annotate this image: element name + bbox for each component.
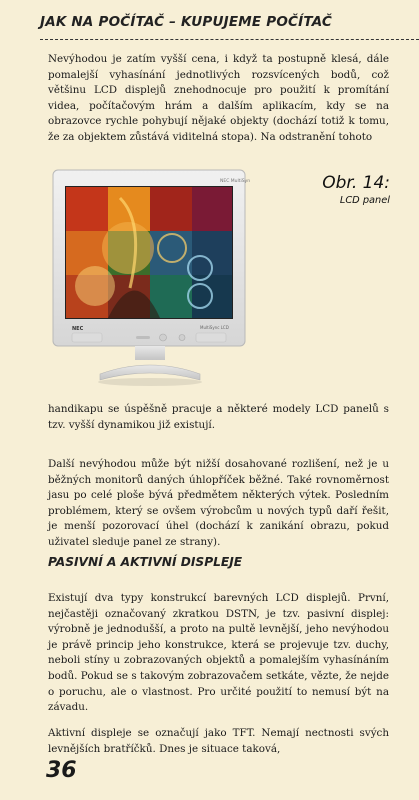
screen-image <box>66 187 232 318</box>
bezel-label-bottom: MultiSync LCD <box>200 325 229 330</box>
running-header <box>40 14 419 40</box>
figure-caption <box>260 173 390 206</box>
lcd-panel-figure <box>50 168 250 390</box>
lcd-monitor-image <box>50 168 250 390</box>
header-dashed-rule <box>40 39 419 40</box>
bezel-label-top: NEC MultiSync <box>220 179 250 184</box>
paragraph-4: Existují dva typy konstrukcí barevných LCD displejů. První, nejčastěji označovaný zkratkou DSTN, je tzv. pasivní displej: výrobně je jednodušší, a proto na pultě levnější, jeho nevýhodou je právě princip jeho konstrukce, která se projevuje tzv. duchy, neboli stíny u zobrazovaných objektů a pomalejším vyhasínáním bodů. Pokud se s takovým zobrazovačem setkáte, vězte, že nejde o poruchu, ale o vlastnost. Pro určité použití to nemusí být na závadu. <box>48 592 389 714</box>
monitor-brand-logo: NEC <box>72 326 84 332</box>
figure-caption-text: LCD panel <box>339 195 390 206</box>
paragraph-2: handikapu se úspěšně pracuje a některé modely LCD panelů s tzv. vyšší dynamikou již existují. <box>48 403 389 431</box>
section-heading: PASIVNÍ A AKTIVNÍ DISPLEJE <box>48 555 243 569</box>
running-header-title: JAK NA POČÍTAČ – KUPUJEME POČÍTAČ <box>40 14 333 30</box>
paragraph-1: Nevýhodou je zatím vyšší cena, i když ta postupně klesá, dále pomalejší vyhasínání jednotlivých rozsvícených bodů, což většinu LCD displejů znehodnocuje pro použití k promítání videa, počítačovým hrám a dalším aplikacím, kdy se na obrazovce rychle pohybují nějaké objekty (dochází totiž k tomu, že za objektem zůstává viditelná stopa). Na odstranění tohoto <box>48 53 389 143</box>
paragraph-5: Aktivní displeje se označují jako TFT. Nemají nectnosti svých levnějších bratříčků. Dnes je situace taková, <box>48 727 389 755</box>
figure-caption-number: Obr. 14: <box>322 173 390 193</box>
paragraph-3: Další nevýhodou může být nižší dosahované rozlišení, než je u běžných monitorů daných úhlopříček běžné. Také rovnoměrnost jasu po celé ploše bývá předmětem některých výtek. Posledním problémem, který se ovšem výrobcům u nových typů daří řešit, je menší pozorovací úhel (dochází k zanikání obrazu, pokud uživatel sleduje panel ze strany). <box>48 458 389 548</box>
page-number: 36 <box>46 758 77 783</box>
